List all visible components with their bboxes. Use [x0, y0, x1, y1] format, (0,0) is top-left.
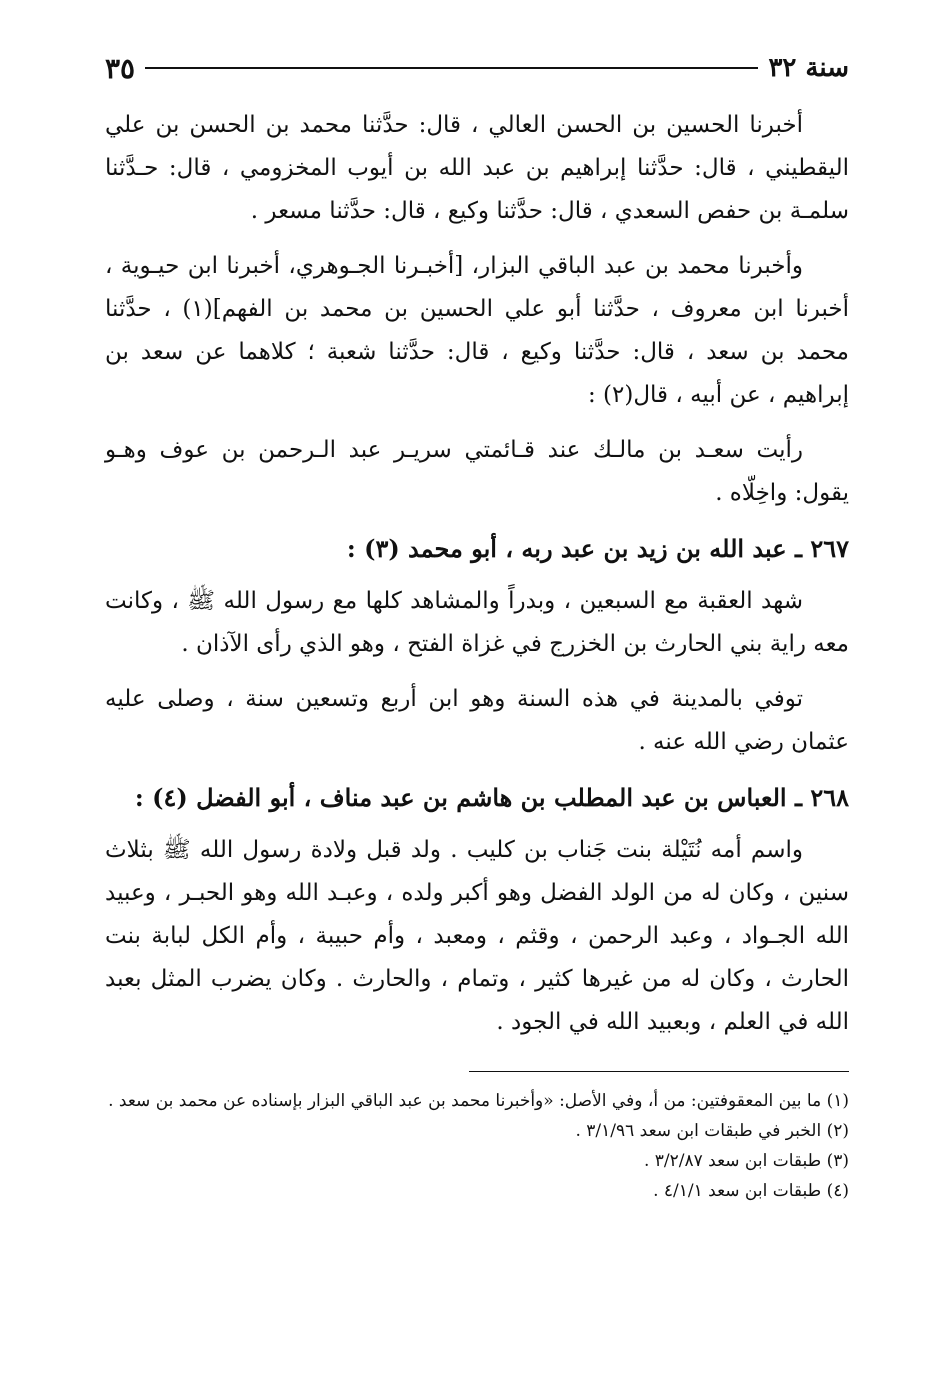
footnote-1: (١) ما بين المعقوفتين: من أ، وفي الأصل: «وأخبرنا محمد بن عبد الباقي البزار بإسناده عن محمد بن سعد . — [108, 1091, 849, 1111]
paragraph-entry-267-death: توفي بالمدينة في هذه السنة وهو ابن أربع وتسعين سنة ، وصلى عليه عثمان رضي الله عنه . — [105, 686, 849, 755]
running-header — [105, 48, 849, 88]
paragraph-isnad-2: وأخبرنا محمد بن عبد الباقي البزار، [أخبـرنا الجـوهري، أخبرنا ابن حيـوية ، أخبرنا ابن معروف ، حدَّثنا أبو علي الحسين بن محمد بن الفهم](١) ، حدَّثنا محمد بن سعد ، قال: حدَّثنا وكيع ، قال: حدَّثنا شعبة ؛ كلاهما عن سعد بن إبراهيم ، عن أبيه ، قال(٢) : — [105, 253, 849, 408]
footnote-3: (٣) طبقات ابن سعد ٣/٢/٨٧ . — [643, 1151, 849, 1171]
footnote-2: (٢) الخبر في طبقات ابن سعد ٣/١/٩٦ . — [575, 1121, 849, 1141]
page-number: ٣٥ — [105, 51, 136, 85]
entry-heading-268: ٢٦٨ ـ العباس بن عبد المطلب بن هاشم بن عبد مناف ، أبو الفضل (٤) : — [134, 783, 849, 812]
footnote-rule — [469, 1071, 849, 1072]
main-text — [105, 104, 849, 1056]
footnotes — [105, 1086, 849, 1206]
paragraph-isnad-1: أخبرنا الحسين بن الحسن العالي ، قال: حدَّثنا محمد بن الحسن بن علي اليقطيني ، قال: حدَّثنا إبراهيم بن عبد الله بن أيوب المخزومي ، قال: حـدَّثنا سلمـة بن حفص السعدي ، قال: حدَّثنا وكيع ، قال: حدَّثنا مسعر . — [105, 112, 849, 224]
paragraph-entry-267-bio: شهد العقبة مع السبعين ، وبدراً والمشاهد كلها مع رسول الله ﷺ ، وكانت معه راية بني الحارث بن الخزرج في غزاة الفتح ، وهو الذي رأى الآذان . — [105, 588, 849, 657]
entry-heading-267: ٢٦٧ ـ عبد الله بن زيد بن عبد ربه ، أبو محمد (٣) : — [346, 534, 849, 563]
paragraph-report: رأيت سعـد بن مالـك عند قـائمتي سريـر عبد الـرحمن بن عوف وهـو يقول: واخِلّاه . — [105, 437, 849, 506]
running-head-year: سنة ٣٢ — [768, 53, 849, 83]
paragraph-entry-268-bio: واسم أمه نُتَيْلة بنت جَناب بن كليب . ولد قبل ولادة رسول الله ﷺ بثلاث سنين ، وكان له من الولد الفضل وهو أكبر ولده ، وعبـد الله وهو الحبـر ، وعبيد الله الجـواد ، وعبد الرحمن ، وقثم ، ومعبد ، وأم حبيبة ، وأم الكل لبابة بنت الحارث ، وكان له من غيرها كثير ، وتمام ، والحارث . وكان يضرب المثل بعبد الله في العلم ، وبعبيد الله في الجود . — [105, 837, 849, 1035]
header-rule — [145, 67, 758, 69]
footnote-4: (٤) طبقات ابن سعد ٤/١/١ . — [653, 1181, 849, 1201]
